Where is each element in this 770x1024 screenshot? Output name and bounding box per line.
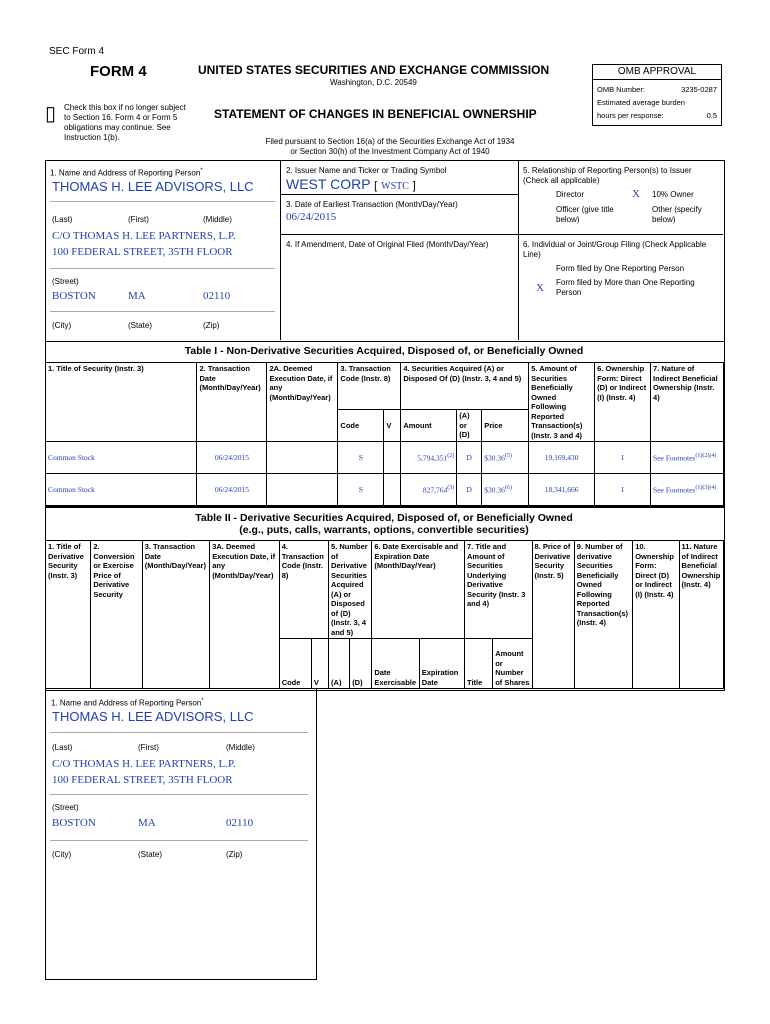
t1-h4: 4. Securities Acquired (A) or Disposed Of (D) (Instr. 3, 4 and 5) bbox=[401, 363, 529, 410]
price-cell: $30.36$^{(5)}$ bbox=[482, 442, 529, 474]
table1-title: Table I - Non-Derivative Securities Acquired, Disposed of, or Beneficially Owned bbox=[184, 345, 584, 357]
t2-date-ex-h: Date Exercisable bbox=[372, 639, 419, 689]
zip-label-2: (Zip) bbox=[226, 850, 243, 859]
t2-d-h: (D) bbox=[350, 639, 372, 689]
t2-h3a: 3A. Deemed Execution Date, if any (Month/Day/Year) bbox=[210, 541, 280, 689]
state-label-2: (State) bbox=[138, 850, 163, 859]
t1-h1: 1. Title of Security (Instr. 3) bbox=[46, 363, 197, 442]
omb-number-value: 3235-0287 bbox=[681, 85, 717, 94]
filed-line-1: Filed pursuant to Section 16(a) of the Securities Exchange Act of 1934 bbox=[265, 137, 515, 146]
street-label: (Street) bbox=[52, 277, 79, 286]
last-label-2: (Last) bbox=[52, 743, 73, 752]
zip-value-2: 02110 bbox=[226, 817, 254, 829]
transaction-code: S bbox=[338, 442, 384, 474]
t2-h4: 4. Transaction Code (Instr. 8) bbox=[279, 541, 328, 639]
omb-burden-label: Estimated average burden bbox=[597, 98, 685, 107]
more-than-one-mark: X bbox=[536, 282, 544, 294]
t2-h10: 10. Ownership Form: Direct (D) or Indirect (I) (Instr. 4) bbox=[633, 541, 679, 689]
city-label: (City) bbox=[52, 321, 72, 330]
filed-line-2: or Section 30(h) of the Investment Company Act of 1940 bbox=[290, 147, 490, 156]
ownership-form: I bbox=[595, 442, 651, 474]
middle-label-2: (Middle) bbox=[226, 743, 255, 752]
t2-amount-h: Amount or Number of Shares bbox=[493, 639, 532, 689]
last-label: (Last) bbox=[52, 215, 73, 224]
t2-title-h: Title bbox=[465, 639, 493, 689]
t1-h6: 6. Ownership Form: Direct (D) or Indirect (I) (Instr. 4) bbox=[595, 363, 651, 442]
reporting-person-name: THOMAS H. LEE ADVISORS, LLC bbox=[52, 179, 254, 194]
owned-following: 18,341,666 bbox=[529, 474, 595, 506]
state-label: (State) bbox=[128, 321, 153, 330]
more-than-one-option: Form filed by More than One Reporting Person bbox=[556, 278, 695, 297]
owned-following: 19,169,430 bbox=[529, 442, 595, 474]
agency-city: Washington, D.C. 20549 bbox=[330, 78, 417, 87]
address-line-2-2: 100 FEDERAL STREET, 35TH FLOOR bbox=[52, 774, 233, 786]
nature-cell: See Footnotes$^{(1)(3)(4)}$ bbox=[651, 474, 724, 506]
t2-h2: 2. Conversion or Exercise Price of Derivative Security bbox=[91, 541, 142, 689]
t1-h2: 2. Transaction Date (Month/Day/Year) bbox=[197, 363, 267, 442]
box1-label: 1. Name and Address of Reporting Person* bbox=[50, 168, 203, 178]
box4-label: 4. If Amendment, Date of Original Filed (Month/Day/Year) bbox=[286, 240, 489, 249]
form-title: FORM 4 bbox=[90, 63, 147, 80]
t1-h3: 3. Transaction Code (Instr. 8) bbox=[338, 363, 401, 410]
statement-title: STATEMENT OF CHANGES IN BENEFICIAL OWNERSHIP bbox=[214, 107, 537, 121]
transaction-code: S bbox=[338, 474, 384, 506]
amount-cell: 827,764$^{(3)}$ bbox=[401, 474, 457, 506]
security-title: Common Stock bbox=[46, 474, 197, 506]
one-person-option: Form filed by One Reporting Person bbox=[556, 264, 685, 273]
t2-code-h: Code bbox=[279, 639, 311, 689]
officer-option: Officer (give title below) bbox=[556, 205, 614, 224]
t2-h11: 11. Nature of Indirect Beneficial Ownership (Instr. 4) bbox=[679, 541, 723, 689]
address-line-1-2: C/O THOMAS H. LEE PARTNERS, L.P. bbox=[52, 758, 236, 770]
omb-hours-label: hours per response: bbox=[597, 111, 664, 120]
nature-cell: See Footnotes$^{(1)(2)(4)}$ bbox=[651, 442, 724, 474]
first-label: (First) bbox=[128, 215, 149, 224]
box1b-label: 1. Name and Address of Reporting Person* bbox=[51, 698, 204, 708]
t2-h6: 6. Date Exercisable and Expiration Date (Month/Day/Year) bbox=[372, 541, 465, 639]
transaction-date: 06/24/2015 bbox=[197, 474, 267, 506]
other-option: Other (specify below) bbox=[652, 205, 702, 224]
t2-h1: 1. Title of Derivative Security (Instr. 3) bbox=[46, 541, 91, 689]
table-row bbox=[46, 442, 724, 474]
middle-label: (Middle) bbox=[203, 215, 232, 224]
ownership-form: I bbox=[595, 474, 651, 506]
transaction-date: 06/24/2015 bbox=[197, 442, 267, 474]
t2-v-h: V bbox=[311, 639, 328, 689]
t1-price-h: Price bbox=[482, 409, 529, 441]
address-line-2: 100 FEDERAL STREET, 35TH FLOOR bbox=[52, 246, 233, 258]
table2-subtitle: (e.g., puts, calls, warrants, options, convertible securities) bbox=[239, 524, 529, 536]
t2-a-h: (A) bbox=[329, 639, 350, 689]
acquired-disposed: D bbox=[457, 474, 482, 506]
t1-h5: 5. Amount of Securities Beneficially Owned Following Reported Transaction(s) (Instr. 3 and 4) bbox=[529, 363, 595, 442]
t1-h2a: 2A. Deemed Execution Date, if any (Month/Day/Year) bbox=[267, 363, 338, 442]
t2-h8: 8. Price of Derivative Security (Instr. 5) bbox=[532, 541, 574, 689]
omb-title: OMB APPROVAL bbox=[593, 65, 721, 80]
city-value-2: BOSTON bbox=[52, 817, 96, 829]
t2-h7: 7. Title and Amount of Securities Underlying Derivative Security (Instr. 3 and 4) bbox=[465, 541, 532, 639]
no-longer-subject-checkbox[interactable]: ▯ bbox=[45, 103, 57, 125]
acquired-disposed: D bbox=[457, 442, 482, 474]
state-value: MA bbox=[128, 290, 146, 302]
address-line-1: C/O THOMAS H. LEE PARTNERS, L.P. bbox=[52, 230, 236, 242]
first-label-2: (First) bbox=[138, 743, 159, 752]
table1 bbox=[45, 362, 724, 506]
security-title: Common Stock bbox=[46, 442, 197, 474]
t2-exp-h: Expiration Date bbox=[419, 639, 464, 689]
earliest-transaction-date: 06/24/2015 bbox=[286, 211, 337, 223]
sec-form-label: SEC Form 4 bbox=[49, 46, 105, 57]
table-row bbox=[46, 474, 724, 506]
zip-label: (Zip) bbox=[203, 321, 220, 330]
box2-label: 2. Issuer Name and Ticker or Trading Symbol bbox=[286, 166, 447, 175]
table2-title: Table II - Derivative Securities Acquired, Disposed of, or Beneficially Owned bbox=[195, 512, 573, 524]
box5-sub: (Check all applicable) bbox=[523, 176, 600, 185]
t1-code-h: Code bbox=[338, 409, 384, 441]
t2-h9: 9. Number of derivative Securities Beneficially Owned Following Reported Transaction(s) (Instr. 4) bbox=[574, 541, 632, 689]
box5-label: 5. Relationship of Reporting Person(s) to Issuer bbox=[523, 166, 692, 175]
t2-h3: 3. Transaction Date (Month/Day/Year) bbox=[142, 541, 209, 689]
checkbox-text: Check this box if no longer subject to Section 16. Form 4 or Form 5 obligations may continue. See Instruction 1(b). bbox=[64, 103, 186, 142]
state-value-2: MA bbox=[138, 817, 156, 829]
box3-label: 3. Date of Earliest Transaction (Month/Day/Year) bbox=[286, 200, 458, 209]
ten-percent-owner-mark: X bbox=[632, 188, 640, 200]
omb-number-label: OMB Number: bbox=[597, 85, 645, 94]
ten-percent-owner-option: 10% Owner bbox=[652, 190, 694, 199]
issuer-name: WEST CORP [ WSTC ] bbox=[286, 176, 416, 192]
amount-cell: 5,794,351$^{(2)}$ bbox=[401, 442, 457, 474]
city-label-2: (City) bbox=[52, 850, 72, 859]
omb-approval-box bbox=[592, 64, 722, 126]
agency-title: UNITED STATES SECURITIES AND EXCHANGE COMMISSION bbox=[198, 63, 550, 77]
zip-value: 02110 bbox=[203, 290, 231, 302]
director-option: Director bbox=[556, 190, 585, 199]
table2 bbox=[45, 540, 724, 689]
box6-label: 6. Individual or Joint/Group Filing (Check Applicable Line) bbox=[523, 240, 707, 259]
price-cell: $30.36$^{(6)}$ bbox=[482, 474, 529, 506]
t1-h7: 7. Nature of Indirect Beneficial Ownership (Instr. 4) bbox=[651, 363, 724, 442]
t1-amount-h: Amount bbox=[401, 409, 457, 441]
street-label-2: (Street) bbox=[52, 803, 79, 812]
reporting-person-name-2: THOMAS H. LEE ADVISORS, LLC bbox=[52, 709, 254, 724]
omb-hours-value: 0.5 bbox=[706, 111, 717, 120]
t1-v-h: V bbox=[384, 409, 401, 441]
city-value: BOSTON bbox=[52, 290, 96, 302]
t2-h5: 5. Number of Derivative Securities Acquired (A) or Disposed of (D) (Instr. 3, 4 and 5) bbox=[329, 541, 372, 639]
t1-ad-h: (A) or (D) bbox=[457, 409, 482, 441]
